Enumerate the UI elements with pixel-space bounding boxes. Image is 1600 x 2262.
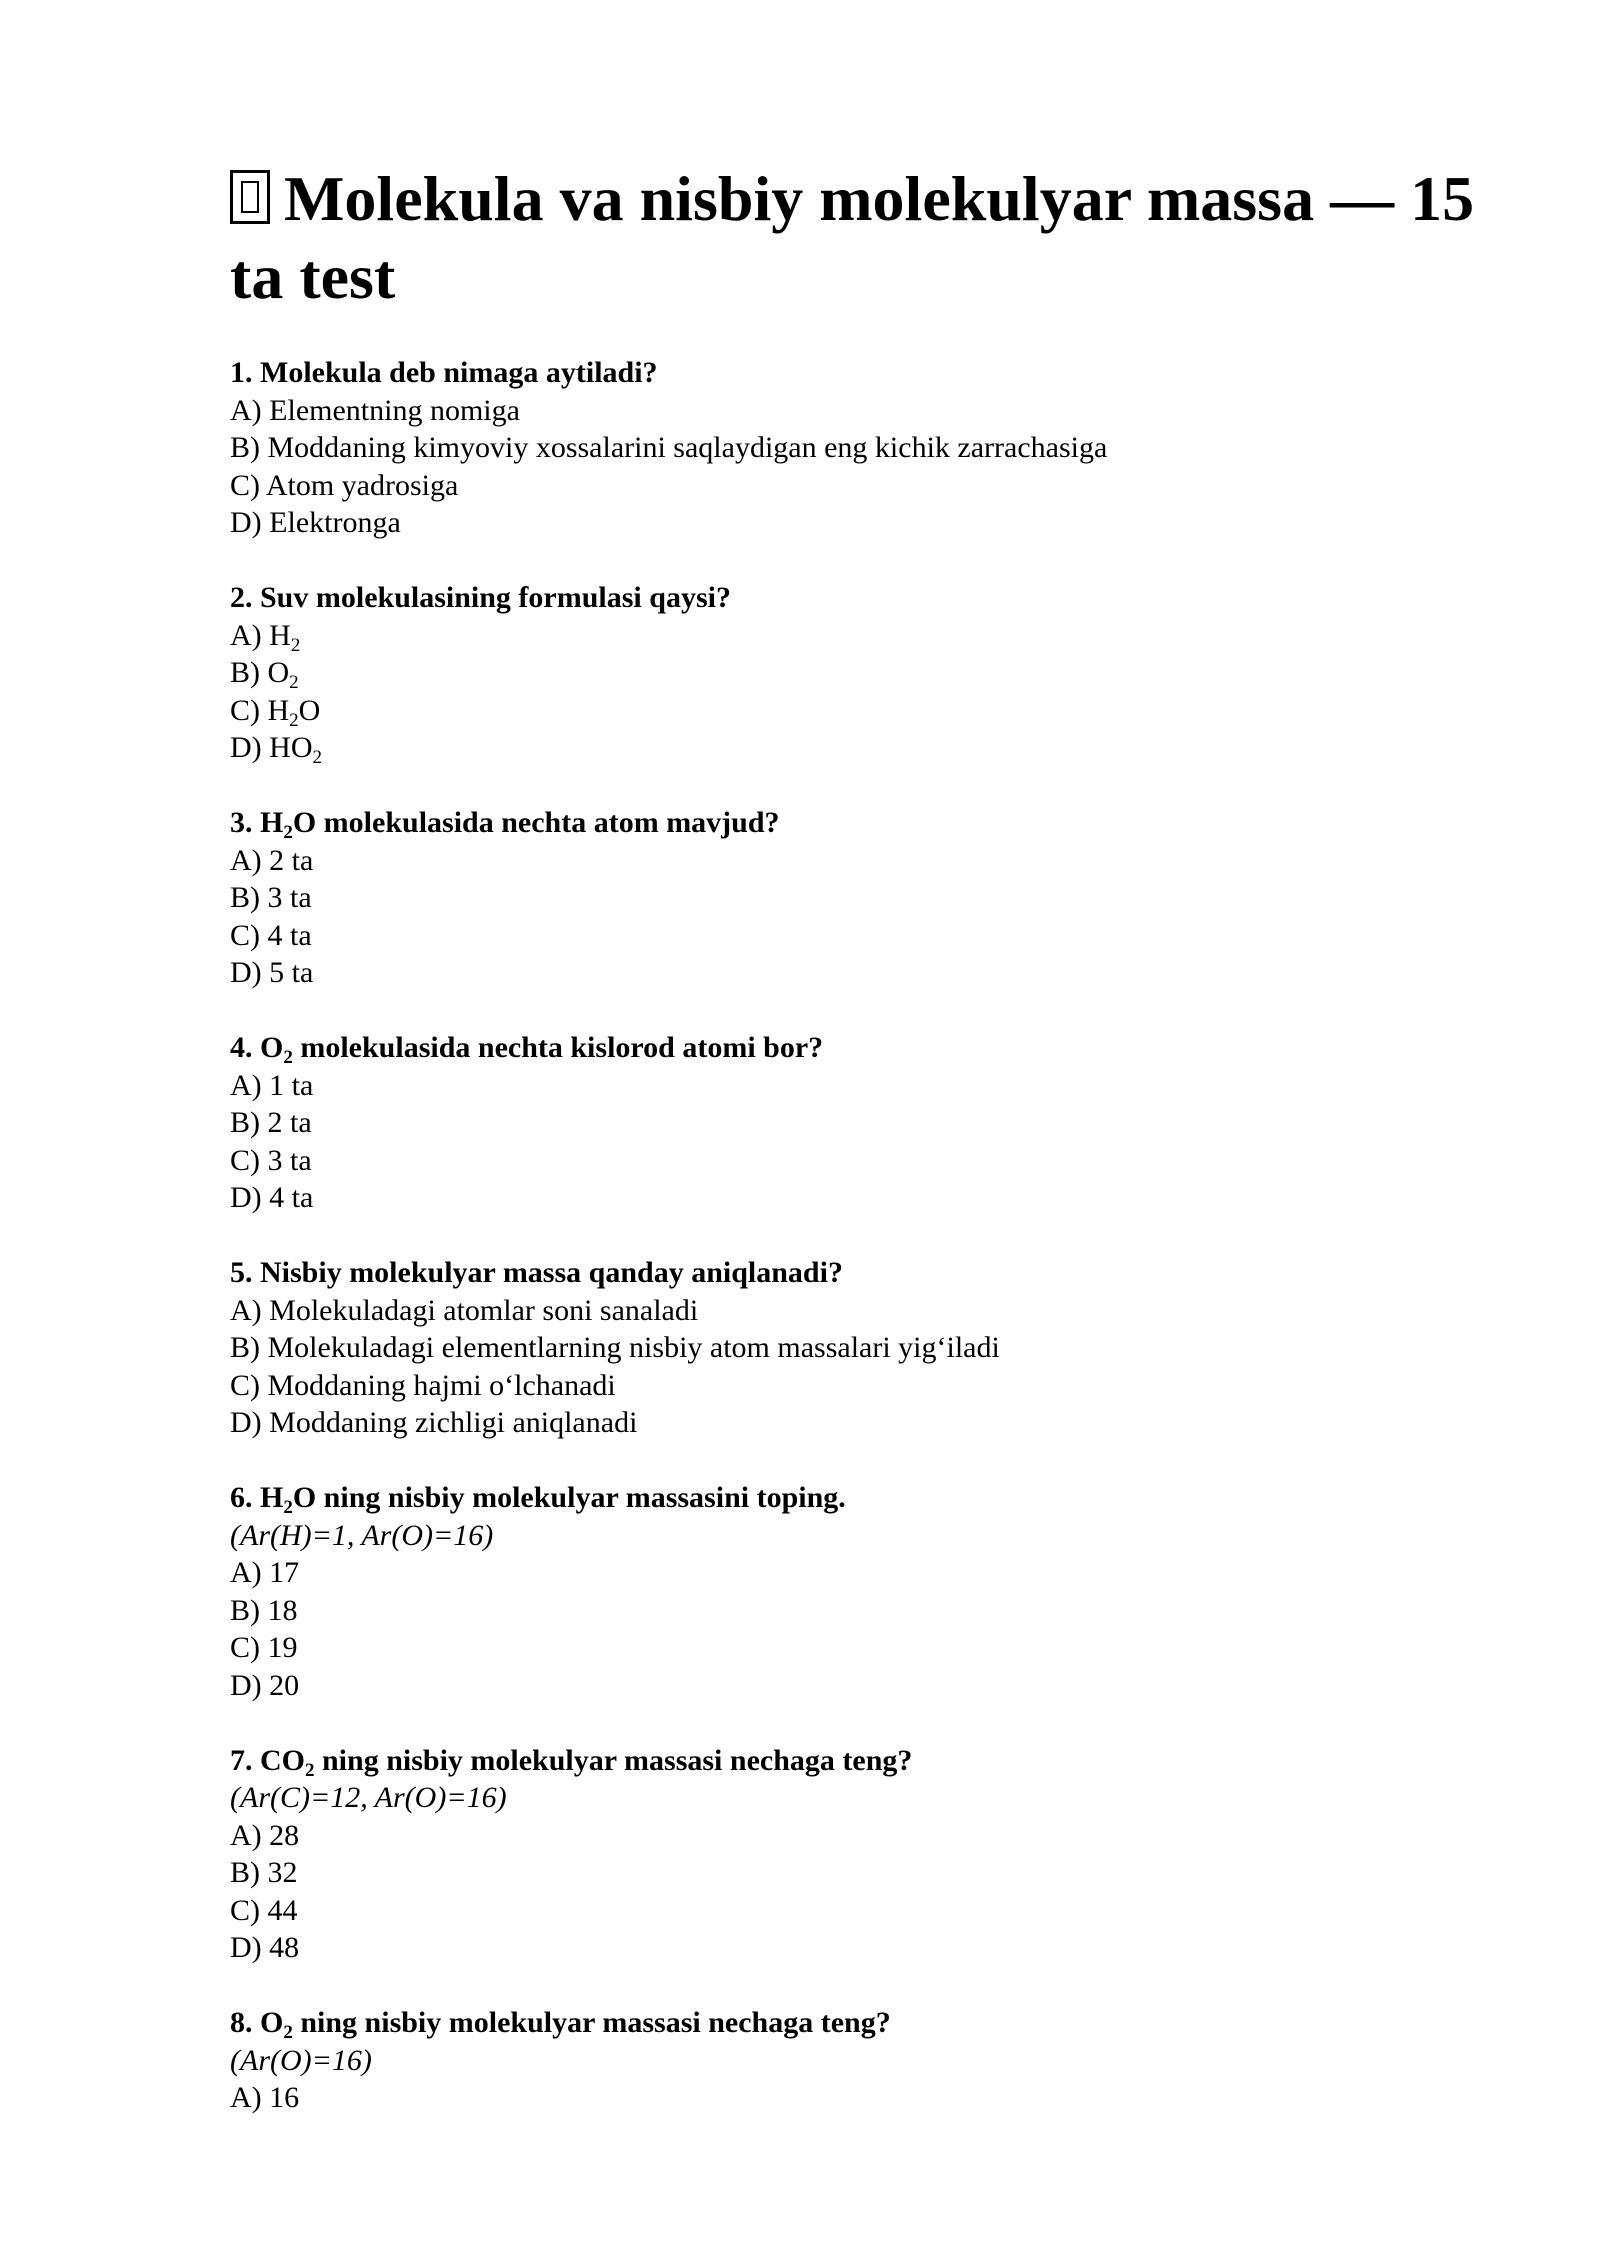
answer-option	[230, 1629, 1540, 1667]
option-text: B) 18	[230, 1593, 298, 1627]
question-text: 1. Molekula deb nimaga aytiladi?	[230, 356, 658, 389]
answer-option	[230, 1929, 1540, 1967]
question-text: O ning nisbiy molekulyar massasini toping.	[292, 1481, 846, 1514]
option-text: C) Moddaning hajmi o‘lchanadi	[230, 1368, 616, 1402]
option-text: A) 2 ta	[230, 843, 314, 877]
option-text: C) H	[230, 693, 290, 727]
question-text: 5. Nisbiy molekulyar massa qanday aniqlanadi?	[230, 1256, 843, 1289]
answer-option	[230, 429, 1540, 467]
question-text: molekulasida nechta kislorod atomi bor?	[292, 1031, 824, 1064]
option-text: B) O	[230, 656, 290, 689]
option-text: A) 28	[230, 1818, 300, 1852]
question-text	[230, 1254, 1540, 1292]
answer-option	[230, 954, 1540, 992]
question-text: 3. H	[230, 806, 284, 839]
option-text: C) 19	[230, 1631, 298, 1664]
page-title	[230, 160, 1540, 316]
question-text	[230, 354, 1540, 392]
question-subscript: 2	[283, 1047, 293, 1068]
answer-option	[230, 729, 1540, 767]
option-text: B) 3 ta	[230, 881, 312, 914]
option-text: A) 16	[230, 2081, 300, 2114]
question-5	[230, 1254, 1540, 1442]
document-page	[230, 160, 1540, 2154]
option-text: D) Elektronga	[230, 506, 401, 539]
question-7	[230, 1742, 1540, 1967]
question-1	[230, 354, 1540, 542]
answer-option	[230, 1817, 1540, 1855]
answer-option	[230, 1404, 1540, 1442]
question-subscript: 2	[283, 2022, 293, 2043]
option-text: B) 2 ta	[230, 1106, 312, 1139]
option-text: C) Atom yadrosiga	[230, 468, 459, 502]
answer-option	[230, 2079, 1540, 2117]
question-list	[230, 354, 1540, 2117]
option-subscript: 2	[312, 747, 322, 768]
question-hint: (Ar(C)=12, Ar(O)=16)	[230, 1781, 507, 1814]
option-text: C) 4 ta	[230, 918, 312, 952]
question-subscript: 2	[283, 1497, 293, 1518]
answer-option	[230, 1667, 1540, 1705]
answer-option	[230, 467, 1540, 505]
question-text: ning nisbiy molekulyar massasi nechaga teng?	[292, 2006, 891, 2039]
option-text: B) Molekuladagi elementlarning nisbiy atom massalari yig‘iladi	[230, 1331, 1000, 1364]
option-text: B) 32	[230, 1856, 298, 1889]
question-text: 4. O	[230, 1031, 284, 1064]
option-text: A) 1 ta	[230, 1068, 314, 1102]
answer-option	[230, 1179, 1540, 1217]
question-6	[230, 1479, 1540, 1704]
question-hint: (Ar(H)=1, Ar(O)=16)	[230, 1518, 494, 1552]
answer-option	[230, 1592, 1540, 1630]
option-text: C) 3 ta	[230, 1143, 312, 1177]
option-subscript: 2	[289, 709, 299, 731]
answer-option	[230, 1892, 1540, 1930]
question-4	[230, 1029, 1540, 1217]
option-text: D) 5 ta	[230, 956, 314, 989]
answer-option	[230, 617, 1540, 655]
question-text: ning nisbiy molekulyar massasi nechaga teng?	[314, 1743, 913, 1777]
option-text: O	[298, 693, 321, 727]
option-text: D) 4 ta	[230, 1181, 314, 1214]
question-text	[230, 1029, 1540, 1067]
question-text	[230, 579, 1540, 617]
option-text: A) Elementning nomiga	[230, 393, 520, 427]
option-text: B) Moddaning kimyoviy xossalarini saqlaydigan eng kichik zarrachasiga	[230, 431, 1108, 464]
answer-option	[230, 1104, 1540, 1142]
question-text: 6. H	[230, 1481, 284, 1514]
answer-option	[230, 1142, 1540, 1180]
answer-option	[230, 917, 1540, 955]
answer-option	[230, 654, 1540, 692]
option-text: D) HO	[230, 731, 313, 764]
question-text	[230, 804, 1540, 842]
question-3	[230, 804, 1540, 992]
question-hint: (Ar(O)=16)	[230, 2043, 372, 2077]
answer-option	[230, 1329, 1540, 1367]
option-text: A) H	[230, 618, 291, 652]
option-text: A) 17	[230, 1556, 300, 1589]
answer-option	[230, 1554, 1540, 1592]
question-subscript: 2	[283, 822, 293, 843]
question-text: O molekulasida nechta atom mavjud?	[292, 806, 780, 839]
answer-option	[230, 1067, 1540, 1105]
answer-option	[230, 392, 1540, 430]
option-text: D) Moddaning zichligi aniqlanadi	[230, 1406, 638, 1439]
option-subscript: 2	[290, 634, 301, 656]
answer-option	[230, 1292, 1540, 1330]
question-8	[230, 2004, 1540, 2117]
option-text: C) 44	[230, 1893, 298, 1927]
answer-option	[230, 1367, 1540, 1405]
page-title-text: Molekula va nisbiy molekulyar massa — 15 ta test	[230, 163, 1475, 312]
answer-option	[230, 879, 1540, 917]
question-text: 7. CO	[230, 1743, 305, 1777]
option-text: D) 48	[230, 1931, 300, 1964]
answer-option	[230, 504, 1540, 542]
question-text	[230, 1742, 1540, 1780]
question-text	[230, 1479, 1540, 1517]
option-text: D) 20	[230, 1668, 300, 1702]
option-text: A) Molekuladagi atomlar soni sanaladi	[230, 1293, 699, 1327]
answer-option	[230, 1854, 1540, 1892]
question-subscript: 2	[305, 1759, 315, 1781]
question-2	[230, 579, 1540, 767]
test-icon	[230, 170, 270, 224]
question-text	[230, 2004, 1540, 2042]
question-text: 8. O	[230, 2006, 284, 2039]
answer-option	[230, 692, 1540, 730]
question-text: 2. Suv molekulasining formulasi qaysi?	[230, 581, 731, 614]
answer-option	[230, 842, 1540, 880]
option-subscript: 2	[289, 672, 299, 693]
